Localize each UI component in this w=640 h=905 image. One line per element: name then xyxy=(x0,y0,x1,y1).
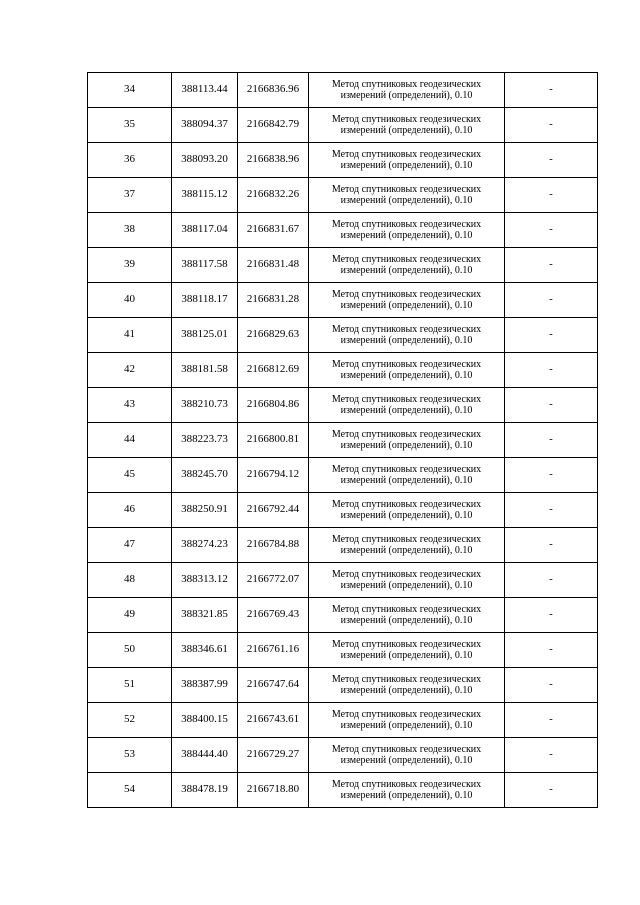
table-row xyxy=(88,633,598,668)
point-number-cell: 41 xyxy=(88,318,172,353)
method-text-line-1: Метод спутниковых геодезических xyxy=(331,358,482,370)
table-row xyxy=(88,563,598,598)
point-number-cell: 39 xyxy=(88,248,172,283)
x-coordinate-cell: 388313.12 xyxy=(172,563,238,598)
description-cell: - xyxy=(505,598,598,633)
method-text-line-1: Метод спутниковых геодезических xyxy=(331,253,482,265)
method-text-line-2: измерений (определений), 0.10 xyxy=(340,90,473,101)
y-coordinate-cell: 2166832.26 xyxy=(238,178,309,213)
method-cell xyxy=(309,458,505,493)
x-coordinate-cell: 388117.58 xyxy=(172,248,238,283)
method-text-line-1: Метод спутниковых геодезических xyxy=(331,708,482,720)
method-cell xyxy=(309,633,505,668)
table-row xyxy=(88,528,598,563)
y-coordinate-cell: 2166772.07 xyxy=(238,563,309,598)
y-coordinate-cell: 2166829.63 xyxy=(238,318,309,353)
table-row xyxy=(88,773,598,808)
method-text-line-2: измерений (определений), 0.10 xyxy=(340,475,473,486)
y-coordinate-cell: 2166831.48 xyxy=(238,248,309,283)
description-cell: - xyxy=(505,738,598,773)
method-text-line-1: Метод спутниковых геодезических xyxy=(331,533,482,545)
point-number-cell: 43 xyxy=(88,388,172,423)
description-cell: - xyxy=(505,283,598,318)
x-coordinate-cell: 388125.01 xyxy=(172,318,238,353)
description-cell: - xyxy=(505,108,598,143)
method-text-line-1: Метод спутниковых геодезических xyxy=(331,778,482,790)
x-coordinate-cell: 388387.99 xyxy=(172,668,238,703)
method-text-line-2: измерений (определений), 0.10 xyxy=(340,195,473,206)
point-number-cell: 45 xyxy=(88,458,172,493)
method-text-line-2: измерений (определений), 0.10 xyxy=(340,125,473,136)
point-number-cell: 40 xyxy=(88,283,172,318)
method-cell xyxy=(309,353,505,388)
point-number-cell: 53 xyxy=(88,738,172,773)
table-row xyxy=(88,423,598,458)
point-number-cell: 54 xyxy=(88,773,172,808)
point-number-cell: 35 xyxy=(88,108,172,143)
method-cell xyxy=(309,493,505,528)
x-coordinate-cell: 388400.15 xyxy=(172,703,238,738)
point-number-cell: 38 xyxy=(88,213,172,248)
y-coordinate-cell: 2166769.43 xyxy=(238,598,309,633)
table-row xyxy=(88,283,598,318)
x-coordinate-cell: 388444.40 xyxy=(172,738,238,773)
point-number-cell: 42 xyxy=(88,353,172,388)
method-text-line-2: измерений (определений), 0.10 xyxy=(340,335,473,346)
method-cell xyxy=(309,528,505,563)
table-row xyxy=(88,108,598,143)
table-row xyxy=(88,458,598,493)
method-cell xyxy=(309,248,505,283)
method-text-line-1: Метод спутниковых геодезических xyxy=(331,113,482,125)
description-cell: - xyxy=(505,703,598,738)
x-coordinate-cell: 388113.44 xyxy=(172,73,238,108)
table-row xyxy=(88,668,598,703)
description-cell: - xyxy=(505,388,598,423)
method-text-line-2: измерений (определений), 0.10 xyxy=(340,405,473,416)
method-text-line-1: Метод спутниковых геодезических xyxy=(331,323,482,335)
method-cell xyxy=(309,283,505,318)
y-coordinate-cell: 2166831.67 xyxy=(238,213,309,248)
x-coordinate-cell: 388346.61 xyxy=(172,633,238,668)
method-text-line-2: измерений (определений), 0.10 xyxy=(340,790,473,801)
method-text-line-1: Метод спутниковых геодезических xyxy=(331,288,482,300)
method-text-line-1: Метод спутниковых геодезических xyxy=(331,78,482,90)
method-cell xyxy=(309,598,505,633)
table-row xyxy=(88,598,598,633)
x-coordinate-cell: 388210.73 xyxy=(172,388,238,423)
method-text-line-2: измерений (определений), 0.10 xyxy=(340,755,473,766)
y-coordinate-cell: 2166831.28 xyxy=(238,283,309,318)
method-text-line-1: Метод спутниковых геодезических xyxy=(331,428,482,440)
description-cell: - xyxy=(505,213,598,248)
method-text-line-2: измерений (определений), 0.10 xyxy=(340,230,473,241)
x-coordinate-cell: 388274.23 xyxy=(172,528,238,563)
y-coordinate-cell: 2166836.96 xyxy=(238,73,309,108)
table-row xyxy=(88,143,598,178)
x-coordinate-cell: 388093.20 xyxy=(172,143,238,178)
method-cell xyxy=(309,318,505,353)
description-cell: - xyxy=(505,318,598,353)
point-number-cell: 47 xyxy=(88,528,172,563)
description-cell: - xyxy=(505,73,598,108)
description-cell: - xyxy=(505,423,598,458)
method-text-line-1: Метод спутниковых геодезических xyxy=(331,673,482,685)
method-cell xyxy=(309,143,505,178)
x-coordinate-cell: 388117.04 xyxy=(172,213,238,248)
point-number-cell: 44 xyxy=(88,423,172,458)
point-number-cell: 52 xyxy=(88,703,172,738)
method-text-line-2: измерений (определений), 0.10 xyxy=(340,370,473,381)
description-cell: - xyxy=(505,353,598,388)
method-cell xyxy=(309,668,505,703)
y-coordinate-cell: 2166792.44 xyxy=(238,493,309,528)
y-coordinate-cell: 2166784.88 xyxy=(238,528,309,563)
method-text-line-1: Метод спутниковых геодезических xyxy=(331,183,482,195)
method-text-line-1: Метод спутниковых геодезических xyxy=(331,603,482,615)
y-coordinate-cell: 2166729.27 xyxy=(238,738,309,773)
method-cell xyxy=(309,213,505,248)
table-row xyxy=(88,318,598,353)
point-number-cell: 37 xyxy=(88,178,172,213)
table-row xyxy=(88,178,598,213)
method-text-line-1: Метод спутниковых геодезических xyxy=(331,743,482,755)
description-cell: - xyxy=(505,248,598,283)
y-coordinate-cell: 2166842.79 xyxy=(238,108,309,143)
table-row xyxy=(88,388,598,423)
method-text-line-2: измерений (определений), 0.10 xyxy=(340,580,473,591)
method-cell xyxy=(309,178,505,213)
method-cell xyxy=(309,563,505,598)
table-row xyxy=(88,213,598,248)
method-cell xyxy=(309,738,505,773)
method-text-line-1: Метод спутниковых геодезических xyxy=(331,463,482,475)
description-cell: - xyxy=(505,458,598,493)
y-coordinate-cell: 2166838.96 xyxy=(238,143,309,178)
y-coordinate-cell: 2166718.80 xyxy=(238,773,309,808)
x-coordinate-cell: 388478.19 xyxy=(172,773,238,808)
method-text-line-1: Метод спутниковых геодезических xyxy=(331,638,482,650)
point-number-cell: 36 xyxy=(88,143,172,178)
point-number-cell: 50 xyxy=(88,633,172,668)
description-cell: - xyxy=(505,493,598,528)
x-coordinate-cell: 388250.91 xyxy=(172,493,238,528)
x-coordinate-cell: 388321.85 xyxy=(172,598,238,633)
x-coordinate-cell: 388115.12 xyxy=(172,178,238,213)
y-coordinate-cell: 2166747.64 xyxy=(238,668,309,703)
table-row xyxy=(88,248,598,283)
method-cell xyxy=(309,773,505,808)
method-cell xyxy=(309,388,505,423)
x-coordinate-cell: 388223.73 xyxy=(172,423,238,458)
method-text-line-1: Метод спутниковых геодезических xyxy=(331,393,482,405)
table-row xyxy=(88,493,598,528)
y-coordinate-cell: 2166743.61 xyxy=(238,703,309,738)
coordinates-table xyxy=(87,72,598,808)
table-row xyxy=(88,73,598,108)
y-coordinate-cell: 2166800.81 xyxy=(238,423,309,458)
x-coordinate-cell: 388094.37 xyxy=(172,108,238,143)
description-cell: - xyxy=(505,633,598,668)
table-body xyxy=(88,73,598,808)
method-text-line-2: измерений (определений), 0.10 xyxy=(340,545,473,556)
x-coordinate-cell: 388181.58 xyxy=(172,353,238,388)
table-row xyxy=(88,703,598,738)
method-text-line-2: измерений (определений), 0.10 xyxy=(340,265,473,276)
y-coordinate-cell: 2166804.86 xyxy=(238,388,309,423)
method-text-line-1: Метод спутниковых геодезических xyxy=(331,498,482,510)
description-cell: - xyxy=(505,773,598,808)
point-number-cell: 48 xyxy=(88,563,172,598)
method-text-line-2: измерений (определений), 0.10 xyxy=(340,650,473,661)
table-row xyxy=(88,353,598,388)
method-cell xyxy=(309,73,505,108)
x-coordinate-cell: 388245.70 xyxy=(172,458,238,493)
method-cell xyxy=(309,703,505,738)
table-row xyxy=(88,738,598,773)
method-cell xyxy=(309,108,505,143)
method-text-line-1: Метод спутниковых геодезических xyxy=(331,218,482,230)
description-cell: - xyxy=(505,143,598,178)
method-text-line-1: Метод спутниковых геодезических xyxy=(331,568,482,580)
method-text-line-1: Метод спутниковых геодезических xyxy=(331,148,482,160)
method-text-line-2: измерений (определений), 0.10 xyxy=(340,440,473,451)
method-text-line-2: измерений (определений), 0.10 xyxy=(340,685,473,696)
description-cell: - xyxy=(505,178,598,213)
y-coordinate-cell: 2166812.69 xyxy=(238,353,309,388)
point-number-cell: 49 xyxy=(88,598,172,633)
method-cell xyxy=(309,423,505,458)
method-text-line-2: измерений (определений), 0.10 xyxy=(340,510,473,521)
method-text-line-2: измерений (определений), 0.10 xyxy=(340,720,473,731)
method-text-line-2: измерений (определений), 0.10 xyxy=(340,300,473,311)
x-coordinate-cell: 388118.17 xyxy=(172,283,238,318)
method-text-line-2: измерений (определений), 0.10 xyxy=(340,160,473,171)
method-text-line-2: измерений (определений), 0.10 xyxy=(340,615,473,626)
y-coordinate-cell: 2166794.12 xyxy=(238,458,309,493)
point-number-cell: 46 xyxy=(88,493,172,528)
description-cell: - xyxy=(505,668,598,703)
description-cell: - xyxy=(505,528,598,563)
description-cell: - xyxy=(505,563,598,598)
point-number-cell: 51 xyxy=(88,668,172,703)
point-number-cell: 34 xyxy=(88,73,172,108)
y-coordinate-cell: 2166761.16 xyxy=(238,633,309,668)
